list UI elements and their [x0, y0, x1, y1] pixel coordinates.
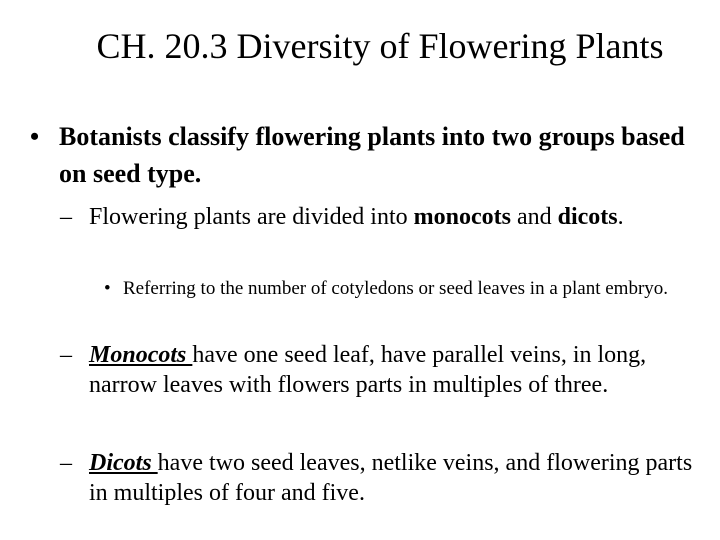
monocots-description: have one seed leaf, have parallel veins, in long, narrow leaves with flowers parts in multiples of three.: [89, 342, 647, 398]
term-monocots: monocots: [413, 204, 511, 230]
sub-sub-bullet-cotyledons: [104, 275, 700, 302]
monocots-term: Monocots: [89, 342, 193, 368]
sub-bullet-groups-text: [60, 202, 700, 232]
groups-text-mid: and: [510, 204, 558, 230]
dicots-text: [60, 448, 700, 508]
bullet-marker: •: [104, 278, 111, 299]
dicots-description: have two seed leaves, netlike veins, and flowering parts in multiples of four and five.: [89, 450, 693, 506]
dash-marker: –: [60, 450, 72, 476]
groups-text-pre: Flowering plants are divided into: [89, 204, 414, 230]
monocots-text: [60, 340, 700, 400]
slide-title: CH. 20.3 Diversity of Flowering Plants: [96, 26, 664, 66]
dash-marker: –: [60, 342, 72, 368]
dicots-term: Dicots: [89, 450, 158, 476]
term-dicots: dicots: [557, 204, 618, 230]
sub-bullet-monocots: [60, 340, 700, 400]
sub-bullet-dicots: [60, 448, 700, 508]
bullet-marker: •: [30, 122, 40, 151]
main-bullet-text: Botanists classify flowering plants into two groups based on seed type.: [59, 122, 685, 188]
dash-marker: –: [60, 204, 72, 230]
groups-text-post: .: [617, 204, 624, 230]
cotyledons-text: Referring to the number of cotyledons or seed leaves in a plant embryo.: [123, 278, 669, 299]
sub-bullet-groups: [60, 202, 700, 232]
main-bullet: [30, 118, 690, 192]
